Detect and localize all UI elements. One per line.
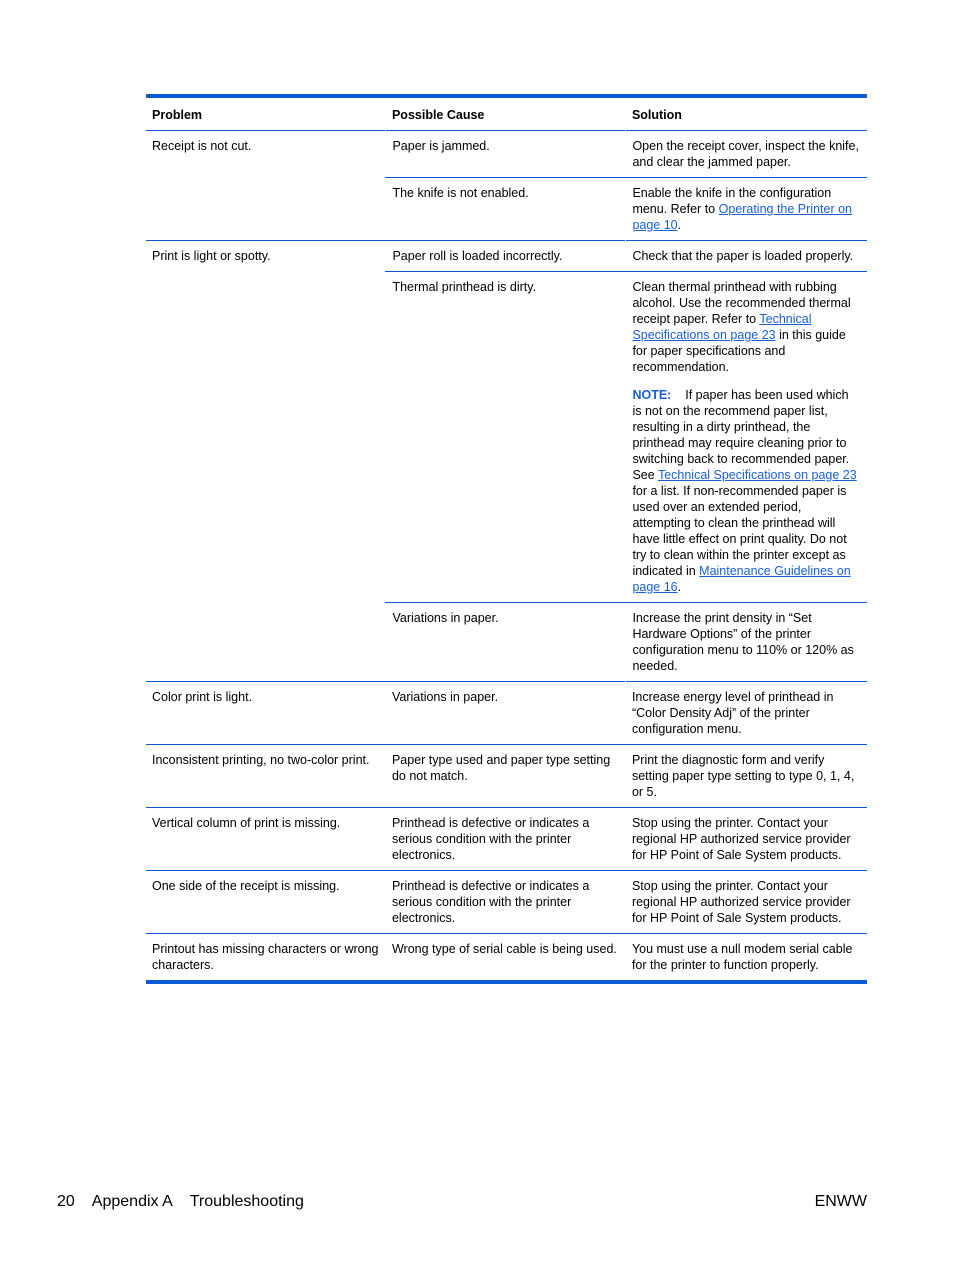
- solution-cell: Check that the paper is loaded properly.: [626, 241, 867, 272]
- problem-cell: Printout has missing characters or wrong characters.: [152, 942, 379, 972]
- header-possible-cause: Possible Cause: [391, 108, 485, 122]
- note-label: NOTE:: [632, 388, 672, 402]
- troubleshooting-table: [146, 94, 867, 984]
- page-footer-left: [57, 1193, 304, 1211]
- table-row: [146, 808, 867, 871]
- footer-chapter: Troubleshooting: [189, 1193, 304, 1210]
- technical-specifications-link[interactable]: Technical Specifications on page 23: [657, 468, 857, 482]
- cause-cell: Printhead is defective or indicates a serious condition with the printer electronics.: [391, 879, 590, 925]
- solution-cell: Open the receipt cover, inspect the knife, and clear the jammed paper.: [626, 131, 867, 178]
- note-block: [632, 387, 861, 595]
- page-footer-right: ENWW: [814, 1193, 867, 1210]
- solution-cell: You must use a null modem serial cable for the printer to function properly.: [631, 942, 853, 972]
- solution-cell: Increase energy level of printhead in “Color Density Adj” of the printer configuration menu.: [631, 690, 834, 736]
- cause-cell: Variations in paper.: [392, 611, 499, 625]
- solution-cell: Stop using the printer. Contact your regional HP authorized service provider for HP Point of Sale System products.: [631, 879, 851, 925]
- cause-cell: The knife is not enabled.: [392, 186, 529, 200]
- table-row: [146, 934, 867, 983]
- problem-cell: Receipt is not cut.: [146, 131, 386, 241]
- problem-cell: Inconsistent printing, no two-color print.: [152, 753, 370, 767]
- table-row: [146, 682, 867, 745]
- cause-cell: Variations in paper.: [391, 690, 499, 704]
- problem-cell: Print is light or spotty.: [146, 241, 386, 682]
- table-row: [146, 131, 867, 178]
- cause-cell: Printhead is defective or indicates a serious condition with the printer electronics.: [391, 816, 590, 862]
- maintenance-guidelines-link[interactable]: Maintenance Guidelines on page 16: [632, 564, 851, 594]
- problem-cell: Color print is light.: [152, 690, 253, 704]
- problem-cell: Vertical column of print is missing.: [152, 816, 341, 830]
- solution-cell: Stop using the printer. Contact your regional HP authorized service provider for HP Point of Sale System products.: [631, 816, 851, 862]
- technical-specifications-link[interactable]: Technical Specifications on page 23: [632, 312, 812, 342]
- solution-text: .: [677, 218, 682, 232]
- operating-printer-link[interactable]: Operating the Printer on page 10: [632, 202, 853, 232]
- table-row: [146, 241, 867, 272]
- problem-cell: One side of the receipt is missing.: [152, 879, 340, 893]
- note-text: If paper has been used which is not on the recommend paper list, resulting in a dirty printhead, the printhead may require cleaning prior to switching back to recommended paper. See: [632, 388, 850, 482]
- header-solution: Solution: [631, 108, 682, 122]
- cause-cell: Paper type used and paper type setting do not match.: [391, 753, 611, 783]
- note-text: for a list. If non-recommended paper is used over an extended period, attempting to clean the printhead will have little effect on print quality. Do not try to clean within the printer except as indicated in: [632, 484, 847, 578]
- page-number: 20: [57, 1193, 75, 1210]
- solution-text: Enable the knife in the configuration menu. Refer to: [632, 186, 832, 216]
- cause-cell: Wrong type of serial cable is being used.: [391, 942, 617, 956]
- solution-cell: [626, 178, 867, 241]
- table-header-row: [146, 96, 867, 131]
- footer-section: Appendix A: [91, 1193, 173, 1210]
- cause-cell: Paper is jammed.: [386, 131, 626, 178]
- solution-text: in this guide for paper specifications and recommendation.: [632, 328, 846, 374]
- table-row: [146, 871, 867, 934]
- header-problem: Problem: [152, 108, 203, 122]
- note-text: .: [677, 580, 682, 594]
- solution-cell: Increase the print density in “Set Hardware Options” of the printer configuration menu to 110% or 120% as needed.: [632, 611, 854, 673]
- solution-paragraph: [632, 279, 861, 375]
- solution-cell: Print the diagnostic form and verify setting paper type setting to type 0, 1, 4, or 5.: [631, 753, 855, 799]
- cause-cell: Thermal printhead is dirty.: [386, 272, 626, 603]
- cause-cell: Paper roll is loaded incorrectly.: [386, 241, 626, 272]
- table-row: [146, 745, 867, 808]
- solution-cell: [626, 272, 867, 603]
- solution-text: Clean thermal printhead with rubbing alcohol. Use the recommended thermal receipt paper. Refer to: [632, 280, 851, 326]
